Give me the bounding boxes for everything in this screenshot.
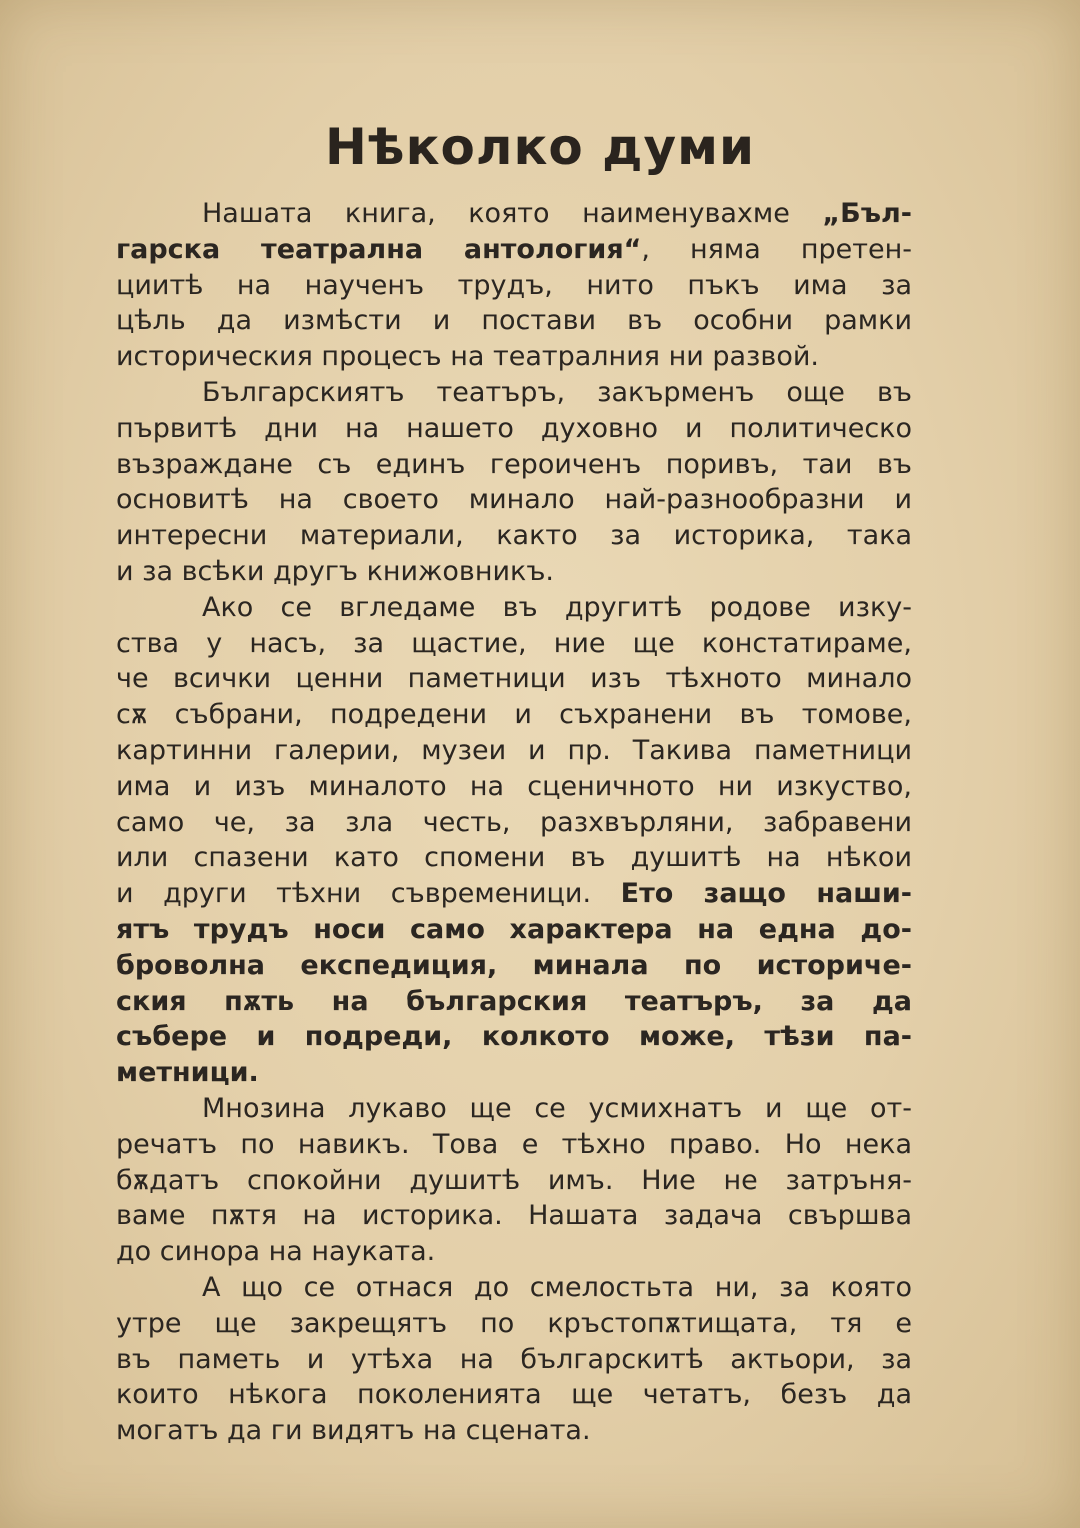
text-line: само че, за зла честь, разхвърляни, забравени [116,806,912,838]
text-line: има и изъ миналото на сценичното ни изкуство, [116,770,912,802]
text-line: и за всѣки другъ книжовникъ. [116,555,555,587]
paragraph [116,1091,912,1270]
text-line: Нашата книга, която наименувахме „Бъл- [202,198,912,229]
text-line: и други тѣхни съвременици. Ето защо наши- [116,878,912,910]
text-line: бѫдатъ спокойни душитѣ имъ. Ние не затръня- [116,1164,912,1196]
text-line: интересни материали, както за историка, така [116,520,912,552]
text-line: основитѣ на своето минало най-разнообразни и [116,484,912,516]
text-line: първитѣ дни на нашето духовно и политическо [116,412,912,444]
body-text [116,196,912,1449]
text-line: могатъ да ги видятъ на сцената. [116,1415,591,1447]
text-line: че всички ценни паметници изъ тѣхното минало [116,663,912,695]
paragraph [116,375,912,590]
paragraph [116,196,912,375]
text-line: ятъ трудъ носи само характера на една до- [116,913,912,945]
text-line: утре ще закрещятъ по кръстопѫтищата, тя е [116,1307,912,1339]
text-line: броволна експедиция, минала по историче- [116,949,912,981]
text-line: до синора на науката. [116,1236,436,1268]
text-line: циитѣ на наученъ трудъ, нито пъкъ има за [116,269,912,301]
text-line: Ако се вгледаме въ другитѣ родове изку- [202,591,912,623]
text-line: които нѣкога поколенията ще четатъ, безъ да [116,1379,912,1411]
text-line: Българскиятъ театъръ, закърменъ още въ [202,376,912,408]
text-line: ства у насъ, за щастие, ние ще констатираме, [116,627,912,659]
text-line: гарска театрална антология“, няма претен- [116,233,912,265]
text-line: А що се отнася до смелостьта ни, за която [202,1271,912,1303]
text-line: ваме пѫтя на историка. Нашата задача свършва [116,1200,912,1232]
paragraph [116,1270,912,1449]
text-line: картинни галерии, музеи и пр. Такива паметници [116,734,912,766]
text-line: историческия процесъ на театралния ни развой. [116,341,819,373]
paragraph [116,590,912,1091]
text-line: метници. [116,1057,259,1089]
text-line: Мнозина лукаво ще се усмихнатъ и ще от- [202,1092,912,1124]
text-line: сѫ събрани, подредени и съхранени въ томове, [116,699,912,731]
text-line: или спазени като спомени въ душитѣ на нѣкои [116,842,912,874]
page-title: Нѣколко думи [324,118,756,176]
text-line: цѣль да измѣсти и постави въ особни рамки [116,305,912,337]
text-line: възраждане съ единъ героиченъ поривъ, таи въ [116,448,912,480]
text-line: въ паметь и утѣха на българскитѣ актьори, за [116,1343,912,1375]
text-line: ския пѫть на българския театъръ, за да [116,985,912,1017]
text-line: речатъ по навикъ. Това е тѣхно право. Но нека [116,1128,912,1160]
text-line: събере и подреди, колкото може, тѣзи па- [116,1021,912,1053]
